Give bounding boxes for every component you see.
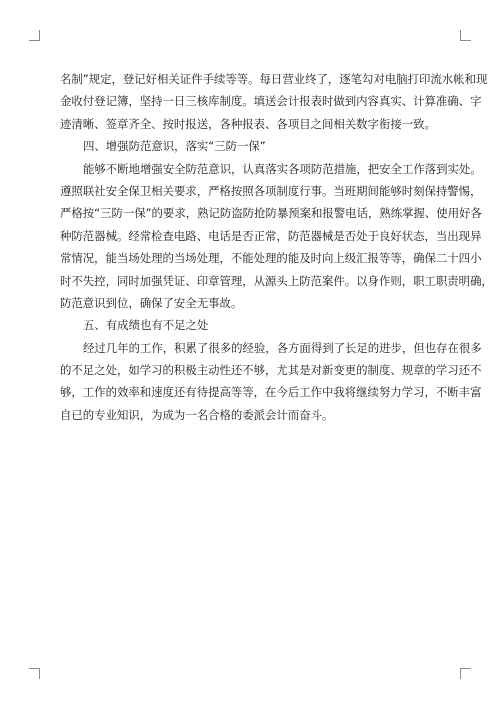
section-heading-four: 四、增强防范意识，落实“三防一保” xyxy=(83,139,266,154)
crop-mark-top-left xyxy=(29,30,40,41)
text-line: 常情况，能当场处理的当场处理，不能处理的能及时向上级汇报等等，确保二十四小 xyxy=(60,251,482,266)
text-line: 自已的专业知识，为成为一名合格的委派会计而奋斗。 xyxy=(60,407,334,422)
paragraph-registration xyxy=(60,68,488,135)
text-line: 防范意识到位，确保了安全无事故。 xyxy=(60,295,243,310)
paragraph-shortcomings xyxy=(60,337,482,427)
text-line: 经过几年的工作，积累了很多的经验，各方面得到了长足的进步，但也存在很多 xyxy=(83,340,482,355)
text-line: 严格按“三防一保”的要求，熟记防盗防抢防暴预案和报警电话，熟练掌握、使用好各 xyxy=(60,206,482,221)
text-line: 金收付登记簿，坚持一日三核库制度。填送会计报表时做到内容真实、计算准确、字 xyxy=(60,94,482,109)
crop-mark-bottom-right xyxy=(460,668,471,679)
text-line: 种防范器械。经常检查电路、电话是否正常，防范器械是否处于良好状态，当出现异 xyxy=(60,228,482,243)
text-line: 能够不断地增强安全防范意识，认真落实各项防范措施，把安全工作落到实处。 xyxy=(83,161,482,176)
text-line: 时不失控，同时加强凭证、印章管理，从源头上防范案件。以身作则，职工职责明确， xyxy=(60,273,493,288)
text-line: 遵照联社安全保卫相关要求，严格按照各项制度行事。当班期间能够时刻保持警惕， xyxy=(60,183,482,198)
text-line: 迹清晰、签章齐全、按时报送，各种报表、各项目之间相关数字衔接一致。 xyxy=(60,116,436,131)
document-body xyxy=(60,68,493,426)
paragraph-security xyxy=(60,158,493,315)
text-line: 名制”规定，登记好相关证件手续等等。每日营业终了，逐笔勾对电脑打印流水帐和现 xyxy=(60,72,488,86)
text-line: 的不足之处，如学习的积极主动性还不够，尤其是对新变更的制度、规章的学习还不 xyxy=(60,363,482,378)
crop-mark-bottom-left xyxy=(29,668,40,679)
text-line: 够，工作的效率和速度还有待提高等等，在今后工作中我将继续努力学习，不断丰富 xyxy=(60,385,482,400)
section-heading-five: 五、有成绩也有不足之处 xyxy=(83,318,209,333)
crop-mark-top-right xyxy=(460,30,471,41)
